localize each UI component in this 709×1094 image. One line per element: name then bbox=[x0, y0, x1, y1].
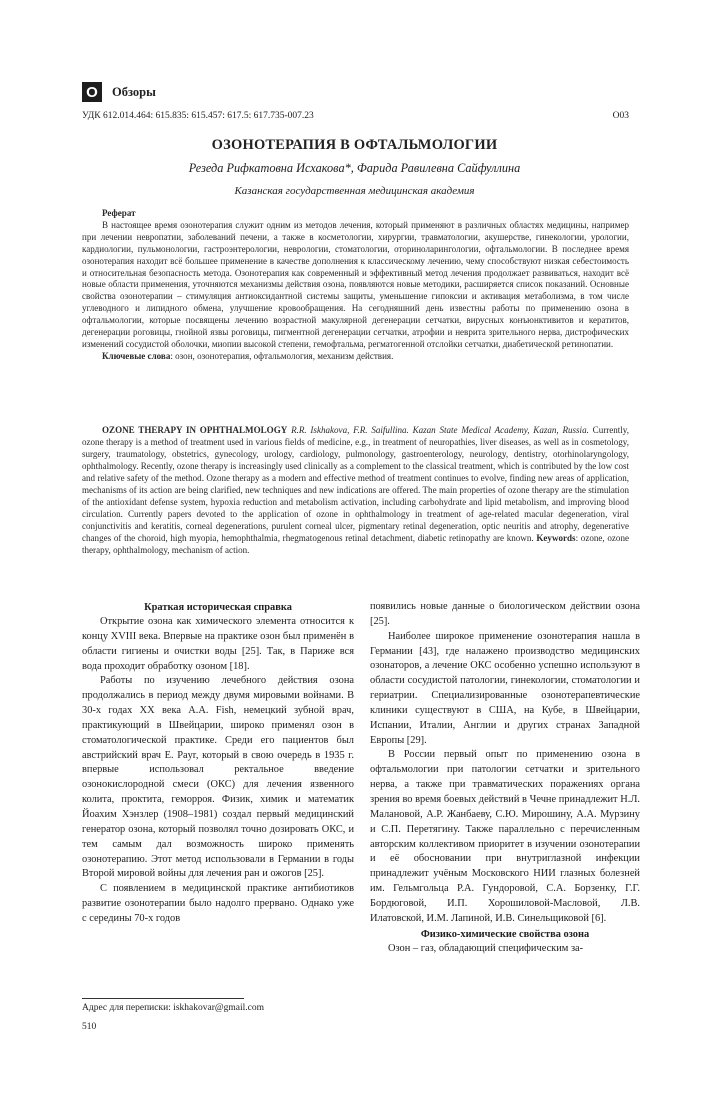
right-paragraph: появились новые данные о биологическом действии озона [25]. bbox=[370, 601, 640, 627]
article-affiliation: Казанская государственная медицинская академия bbox=[234, 185, 475, 197]
page-number: 510 bbox=[82, 1022, 97, 1032]
physchem-heading: Физико-химические свойства озона bbox=[420, 928, 590, 940]
left-paragraph: Открытие озона как химического элемента относится к концу XVIII века. Впервые на практике озон был применён в области гигиены и очистки воды [25]. Так, в Париже вся вода проходит обработку озоном [18]. bbox=[82, 616, 354, 672]
footnote-divider bbox=[82, 998, 244, 999]
history-heading: Краткая историческая справка bbox=[144, 602, 292, 613]
abstract-en-text: Currently, ozone therapy is a method of treatment used in various fields of medicine, e.g., in treatment of neuropathies, liver diseases, as well as in cosmetology, surgery, traumatology, obstetrics, gynecology, urology, cardiology, pulmonology, gastroenterology, neurology, dentistry, otorhinolaryngology, ophthalmology. Recently, ozone therapy is increasingly used clinically as a complement to the classical treatment, which is contributed by the low cost and relative safety of the method. Ozone therapy as a modern and effective method of treatment continues to evolve, finding new areas of application, mechanisms of its action are being clarified, new techniques and new indications are offered. The main properties of ozone therapy are the stimulation of the antioxidant defense system, hypoxia reduction and metabolism activation, including carbohydrate and lipid metabolism, and improving blood circulation. Currently papers devoted to the application of ozone in ophthalmology in treatment of age-related macular degeneration, viral conjunctivitis and keratitis, corneal degenerations, purulent corneal ulcer, pigmentary retinal degeneration, optic neuritis and atrophy, degenerative changes of the choroid, high myopia, hemophthalmia, rhegmatogenous retinal detachment, diabetic retinopathy are known. bbox=[82, 425, 630, 543]
correspondence-footnote: Адрес для переписки: iskhakovar@gmail.com bbox=[82, 1003, 264, 1013]
section-badge: О bbox=[82, 82, 102, 102]
abstract-ru bbox=[82, 208, 629, 363]
right-paragraph: В России первый опыт по применению озона в офтальмологии при патологии сетчатки и зрительного нерва, а также при травматических поражениях органа зрения во время боевых действий в Чечне принадлежит Н.Л. Малановой, А.Р. Жанбаеву, С.Ю. Мирошину, А.А. Мурзину и С.П. Перетягину. Также параллельно с перечисленным авторским коллективом приоритет в изучении озонотерапии и её обосновании при внутриглазной инфекции принадлежит учёным Московского НИИ глазных болезней им. Гельмгольца Р.А. Гундоровой, С.А. Борзенку, Г.Г. Бордюговой, И.П. Хорошиловой-Масловой, Л.В. Илатовской, И.М. Лапиной, И.В. Синельщиковой [6]. bbox=[370, 749, 640, 924]
abstract-en bbox=[82, 424, 629, 556]
section-name: Обзоры bbox=[112, 84, 156, 99]
article-authors: Резеда Рифкатовна Исхакова*, Фарида Равилевна Сайфуллина bbox=[188, 161, 521, 175]
article-title: ОЗОНОТЕРАПИЯ В ОФТАЛЬМОЛОГИИ bbox=[211, 137, 498, 153]
udc-row bbox=[82, 111, 629, 121]
abstract-en-keywords-label: Keywords bbox=[536, 533, 576, 543]
keywords-ru bbox=[82, 351, 629, 363]
abstract-en-title: OZONE THERAPY IN OPHTHALMOLOGY bbox=[102, 425, 288, 435]
keywords-label: Ключевые слова bbox=[102, 350, 171, 361]
left-paragraph: С появлением в медицинской практике антибиотиков развитие озонотерапии было надолго прервано. Однако уже с середины 70-х годов bbox=[82, 883, 354, 924]
abstract-text: В настоящее время озонотерапия служит одним из методов лечения, который применяют в различных областях медицины, например при лечении невропатии, заболеваний печени, а также в косметологии, хирургии, травматологии, акушерстве, гинекологии, урологии, кардиологии, пульмонологии, гастроэнтерологии, неврологии, стоматологии, оториноларингологии, офтальмологии. В последнее время озонотерапия находит всё большее применение в качестве дополнения к классическому лечению, чему способствуют низкая себестоимость и относительная безопасность метода. Озонотерапия как современный и эффективный метод лечения продолжает развиваться, находит всё новые области применения, уточняются механизмы действия озона, появляются новые методики, расширяется список показаний. Основные свойства озонотерапии – стимуляция антиоксидантной системы защиты, уменьшение гипоксии и активация метаболизма, в том числе углеводного и липидного обмена, улучшение кровообращения. На сегодняшний день известны работы по применению озона в офтальмологии, которые посвящены лечению возрастной макулярной дегенерации сетчатки, вирусных конъюнктивитов и кератитов, дегенерации роговицы, гнойной язвы роговицы, пигментной дегенерации сетчатки, атрофии и неврита зрительного нерва, дистрофических изменений сосудистой оболочки, миопии высокой степени, гемофтальма, регматогенной отслойки сетчатки, диабетической ретинопатии. bbox=[82, 219, 629, 349]
abstract-heading: Реферат bbox=[102, 208, 136, 218]
left-column bbox=[82, 600, 354, 927]
right-paragraph: Озон – газ, обладающий специфическим за- bbox=[388, 942, 584, 954]
right-paragraph: Наиболее широкое применение озонотерапия нашла в Германии [43], где налажено производство медицинских озонаторов, а лечение ОКС особенно успешно используют в области сосудистой патологии, гинекологии, стоматологии и гериатрии. Специализированные озонотерапевтические клиники существуют в США, на Кубе, в Швейцарии, Испании, Италии, Англии и других странах Западной Европы [29]. bbox=[370, 630, 640, 746]
right-column bbox=[370, 600, 640, 956]
article-code: О03 bbox=[612, 111, 629, 121]
left-paragraph: Работы по изучению лечебного действия озона продолжались в период между двумя мировыми войнами. В 30-х годах XX века A.A. Fish, немецкий зубной врач, практикующий в Швейцарии, широко применял озон в стоматологической практике. Среди его пациентов был австрийский врач E. Payr, который в свою очередь в 1935 г. впервые использовал ректальное введение озонокислородной смеси (ОКС) для лечения язвенного колита, проктита, геморроя. Физик, химик и математик Йоахим Хэнзлер (1908–1981) создал первый медицинский генератор озона, который позволял точно дозировать ОКС, и тем самым дал возможность широко применять озонотерапию. Этот метод использовали в Германии в годы Второй мировой войны для лечения ран и ожогов [25]. bbox=[82, 675, 354, 880]
abstract-en-keywords: : ozone, ozone therapy, ophthalmology, mechanism of action. bbox=[82, 533, 629, 555]
keywords-text: : озон, озонотерапия, офтальмология, механизм действия. bbox=[170, 350, 394, 361]
udc-code: УДК 612.014.464: 615.835: 615.457: 617.5: 617.735-007.23 bbox=[82, 111, 314, 121]
section-header bbox=[82, 82, 156, 102]
abstract-en-authors: R.R. Iskhakova, F.R. Saifullina. Kazan State Medical Academy, Kazan, Russia. bbox=[287, 425, 589, 435]
